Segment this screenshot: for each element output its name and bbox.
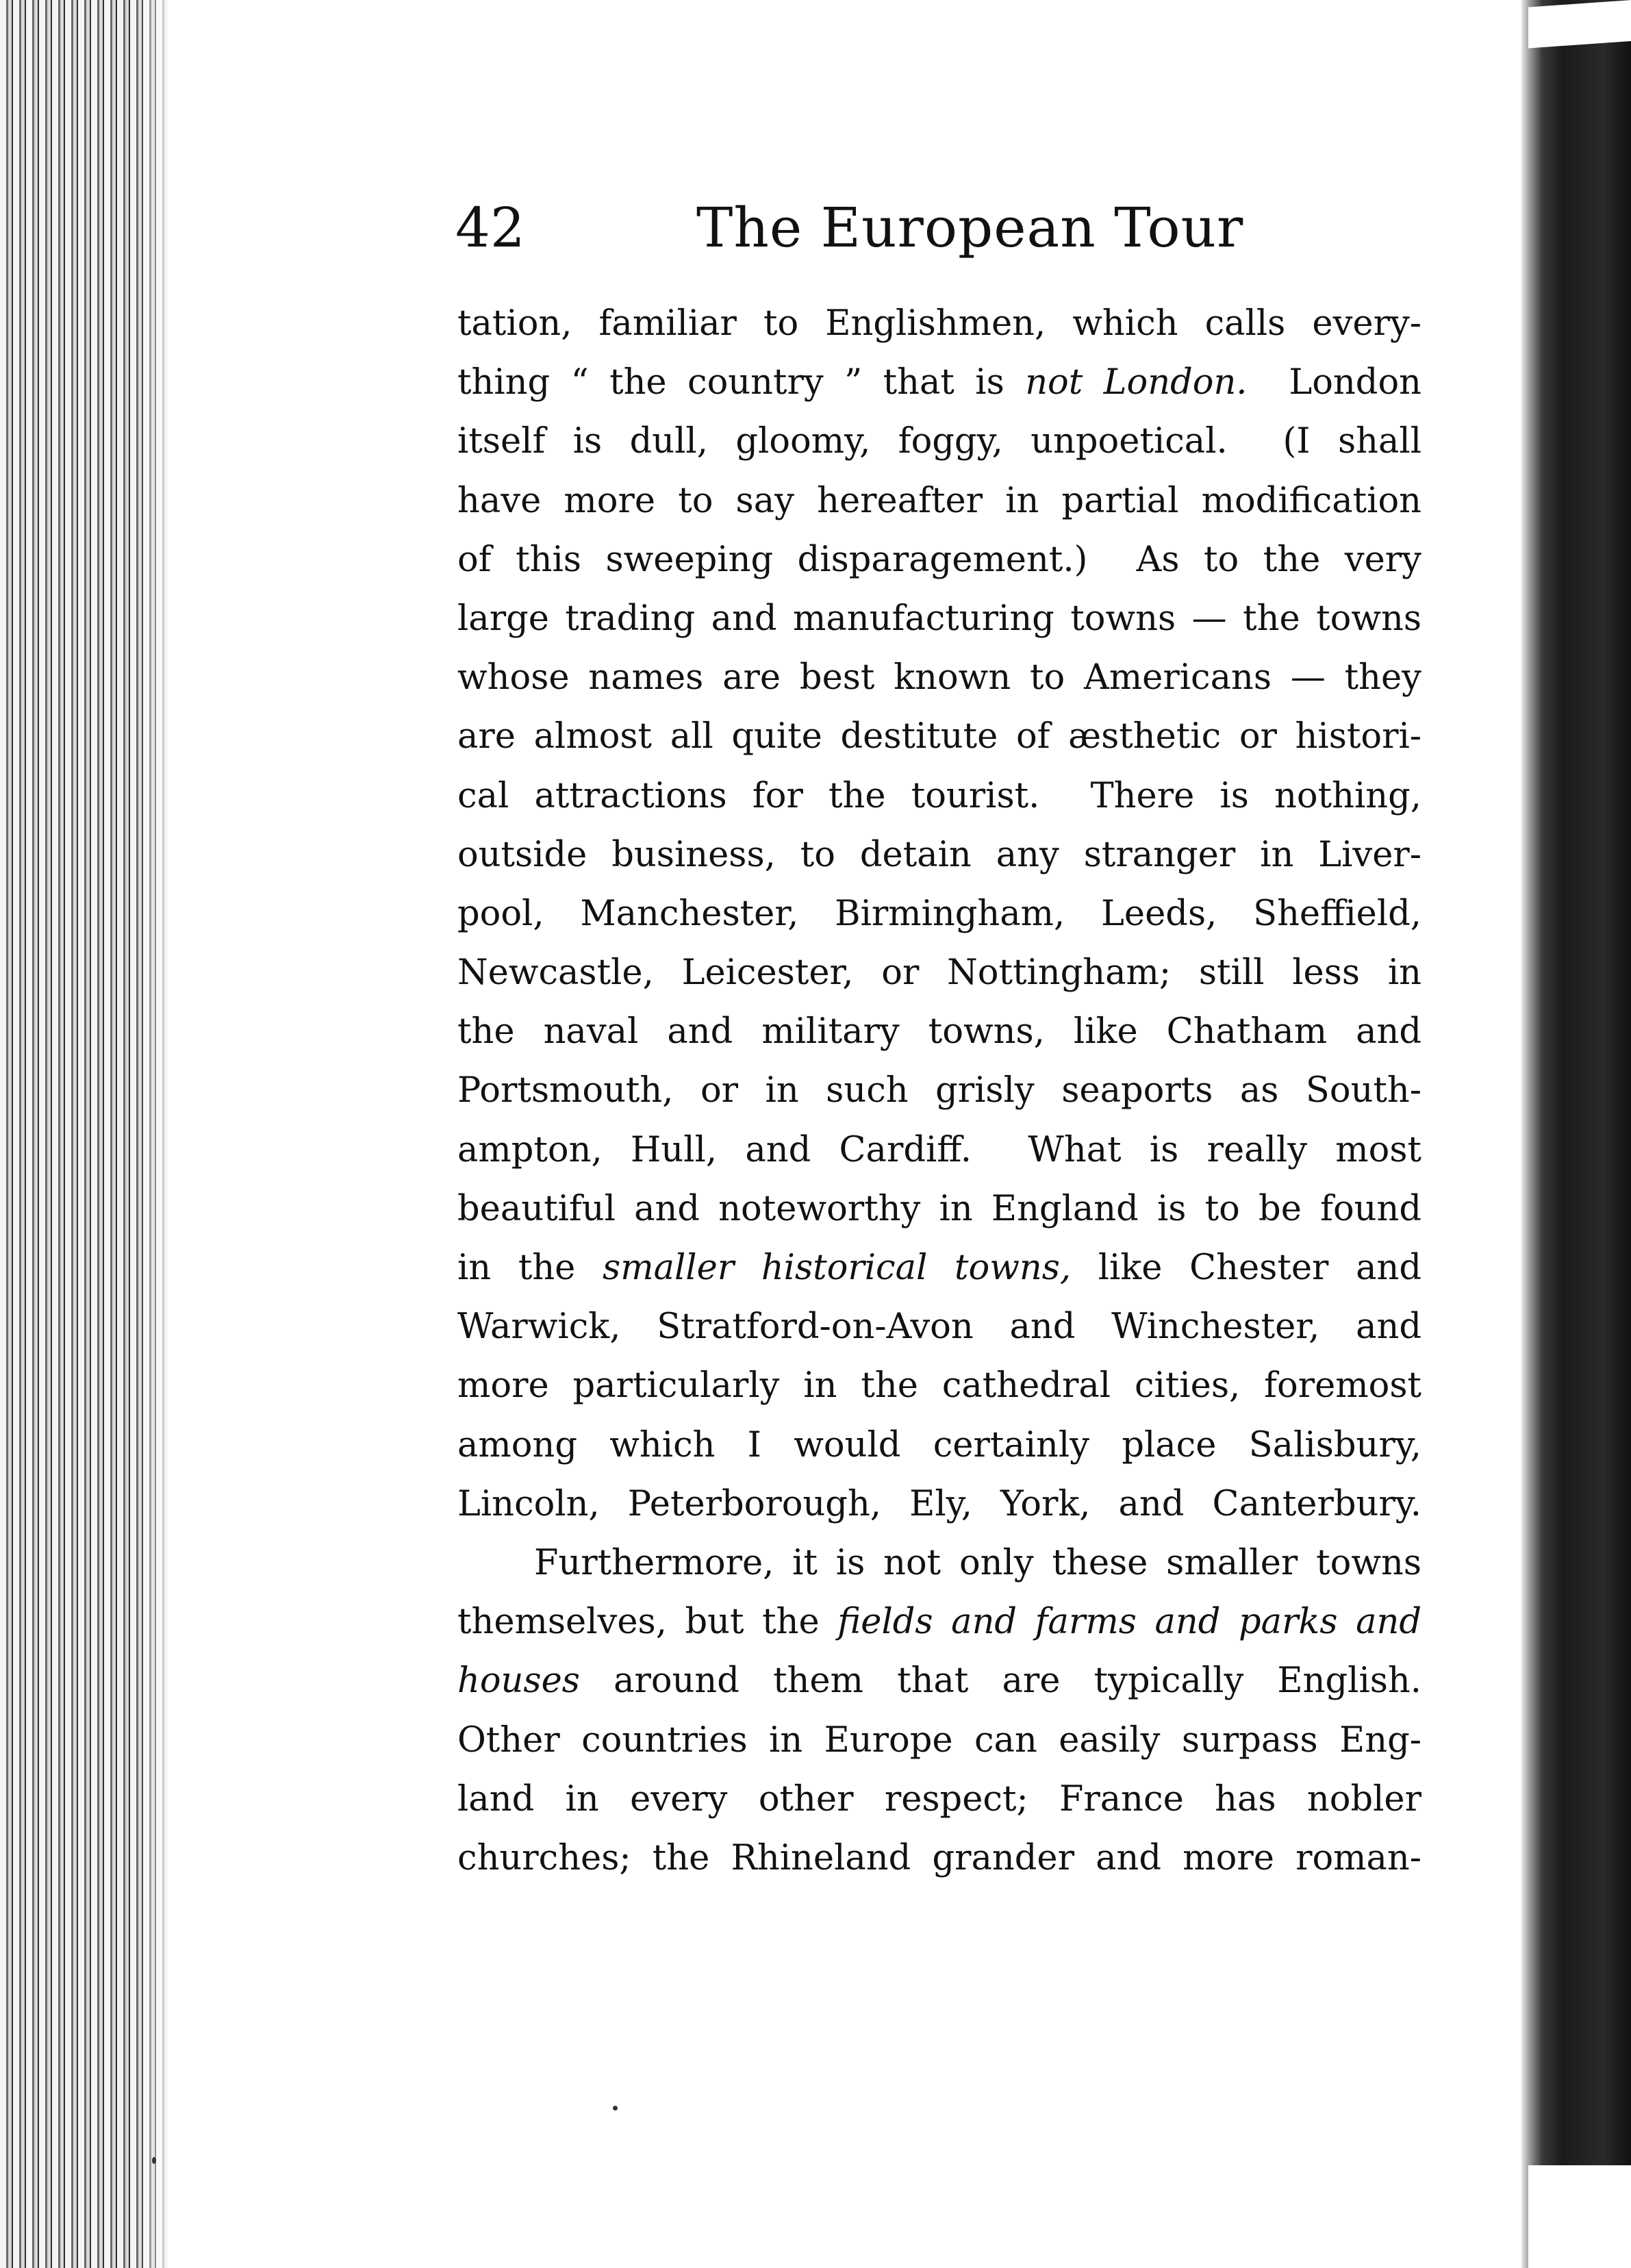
text-line	[457, 353, 1421, 412]
text-line	[457, 1121, 1421, 1180]
line-text: around them that are typically English.	[579, 1661, 1421, 1702]
line-text: Furthermore, it is not only these smaller towns	[534, 1542, 1421, 1583]
text-line	[457, 944, 1421, 1003]
line-text: London	[1247, 362, 1421, 403]
binding-top-corner	[1528, 0, 1631, 48]
line-text: the naval and military towns, like Chatham and	[457, 1011, 1421, 1053]
line-text: Lincoln, Peterborough, Ely, York, and Canterbury.	[457, 1483, 1421, 1524]
running-head	[455, 190, 1421, 266]
text-line	[457, 1593, 1421, 1652]
text-line	[457, 590, 1421, 648]
line-text: outside business, to detain any stranger in Liver-	[457, 834, 1421, 875]
line-text: beautiful and noteworthy in England is to be found	[457, 1188, 1421, 1229]
line-text: thing “ the country ” that is	[457, 362, 1026, 403]
text-line	[457, 1652, 1421, 1711]
text-line	[457, 1416, 1421, 1475]
binding-bottom-corner	[1528, 2165, 1631, 2268]
line-text: more particularly in the cathedral cities, foremost	[457, 1365, 1421, 1407]
line-text: whose names are best known to Americans — they	[457, 657, 1421, 698]
line-text: like Chester and	[1071, 1248, 1421, 1288]
running-title: The European Tour	[696, 196, 1244, 260]
line-text: tation, familiar to Englishmen, which calls every-	[457, 303, 1421, 344]
page-edge-fade	[137, 0, 178, 2268]
book-binding-right	[1521, 0, 1631, 2268]
italic-text: smaller historical towns,	[603, 1248, 1072, 1288]
text-line	[457, 707, 1421, 766]
line-text: cal attractions for the tourist. There is nothing,	[457, 775, 1421, 816]
italic-text: houses	[457, 1661, 580, 1702]
text-line	[457, 294, 1421, 353]
line-text: themselves, but the	[457, 1602, 838, 1643]
line-text: land in every other respect; France has nobler	[457, 1778, 1421, 1819]
text-line	[457, 1061, 1421, 1120]
text-line	[457, 1239, 1421, 1298]
text-line	[457, 885, 1421, 944]
line-text: of this sweeping disparagement.) As to the very	[457, 539, 1421, 580]
text-line	[457, 1003, 1421, 1061]
italic-text: not London.	[1025, 362, 1248, 403]
scan-speck	[613, 2106, 618, 2110]
line-text: are almost all quite destitute of æsthetic or histori-	[457, 716, 1421, 757]
body-text	[457, 294, 1421, 1888]
italic-text: fields and farms and parks and	[837, 1602, 1421, 1643]
line-text: ampton, Hull, and Cardiff. What is really most	[457, 1129, 1421, 1170]
text-line	[457, 767, 1421, 826]
line-text: Other countries in Europe can easily surpass Eng-	[457, 1719, 1421, 1761]
page-number: 42	[455, 196, 525, 260]
text-line	[457, 1770, 1421, 1829]
text-line	[457, 412, 1421, 471]
line-text: Portsmouth, or in such grisly seaports as South-	[457, 1070, 1421, 1111]
line-text: pool, Manchester, Birmingham, Leeds, Sheffield,	[457, 893, 1421, 934]
line-text: among which I would certainly place Salisbury,	[457, 1424, 1421, 1465]
scan-speck	[152, 2157, 156, 2164]
text-line	[457, 1829, 1421, 1888]
line-text: Newcastle, Leicester, or Nottingham; still less in	[457, 953, 1421, 994]
line-text: churches; the Rhineland grander and more roman-	[457, 1837, 1421, 1878]
text-line	[457, 1357, 1421, 1415]
text-line	[457, 1711, 1421, 1770]
line-text: have more to say hereafter in partial modification	[457, 480, 1421, 521]
text-line	[457, 472, 1421, 531]
text-line	[457, 1475, 1421, 1534]
line-text: in the	[457, 1248, 603, 1288]
paragraph-first-line	[457, 1534, 1421, 1593]
text-line	[457, 826, 1421, 885]
text-line	[457, 648, 1421, 707]
line-text: large trading and manufacturing towns — the towns	[457, 598, 1421, 639]
line-text: Warwick, Stratford-on-Avon and Winchester, and	[457, 1307, 1421, 1348]
line-text: itself is dull, gloomy, foggy, unpoetical. (I shall	[457, 421, 1421, 462]
text-line	[457, 1298, 1421, 1357]
text-line	[457, 531, 1421, 590]
text-line	[457, 1180, 1421, 1239]
